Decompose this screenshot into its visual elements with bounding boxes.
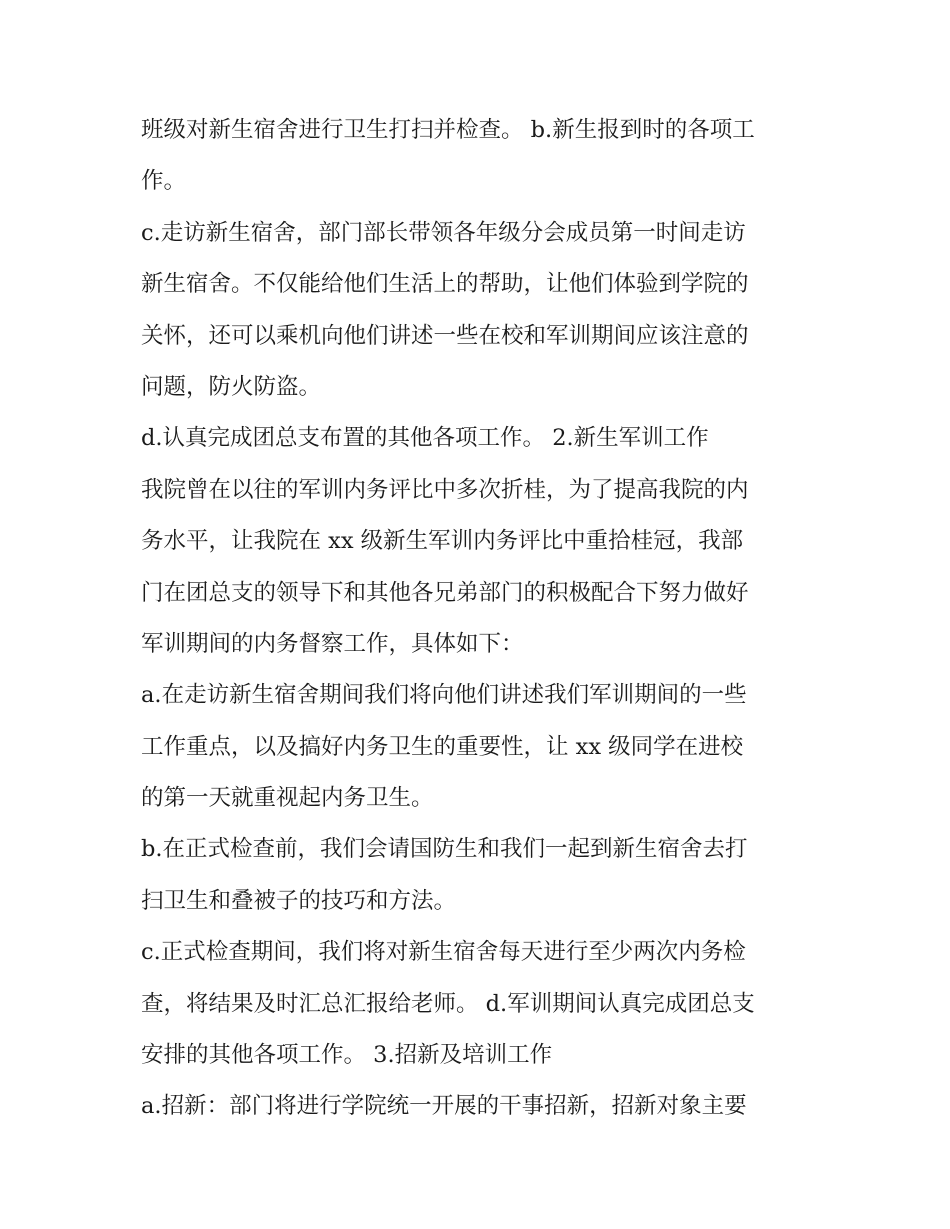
text-line: 务水平，让我院在 xx 级新生军训内务评比中重拾桂冠，我部 [141,528,744,555]
text-line: b.在正式检查前，我们会请国防生和我们一起到新生宿舍去打 [141,836,748,863]
text-line: 关怀，还可以乘机向他们讲述一些在校和军训期间应该注意的 [141,322,749,349]
text-line: a.招新：部门将进行学院统一开展的干事招新，招新对象主要 [141,1093,747,1120]
text-line: c.走访新生宿舍，部门部长带领各年级分会成员第一时间走访 [141,219,746,246]
text-line: 作。 [141,168,187,195]
text-line: 军训期间的内务督察工作，具体如下： [141,630,524,657]
text-line: d.认真完成团总支布置的其他各项工作。 2.新生军训工作 [141,425,709,452]
document-body [141,105,821,1133]
text-line: 查，将结果及时汇总汇报给老师。 d.军训期间认真完成团总支 [141,990,755,1017]
text-line: 的第一天就重视起内务卫生。 [141,785,434,812]
text-line: 门在团总支的领导下和其他各兄弟部门的积极配合下努力做好 [141,579,749,606]
text-line: c.正式检查期间，我们将对新生宿舍每天进行至少两次内务检 [141,939,746,966]
text-line: 我院曾在以往的军训内务评比中多次折桂，为了提高我院的内 [141,476,749,503]
text-line: a.在走访新生宿舍期间我们将向他们讲述我们军训期间的一些 [141,682,747,709]
text-line: 问题，防火防盗。 [141,373,322,400]
text-line: 工作重点，以及搞好内务卫生的重要性，让 xx 级同学在进校 [141,733,744,760]
text-line: 扫卫生和叠被子的技巧和方法。 [141,887,457,914]
text-line: 班级对新生宿舍进行卫生打扫并检查。 b.新生报到时的各项工 [141,117,755,143]
text-line: 安排的其他各项工作。 3.招新及培训工作 [141,1042,553,1069]
text-line: 新生宿舍。不仅能给他们生活上的帮助，让他们体验到学院的 [141,271,749,298]
